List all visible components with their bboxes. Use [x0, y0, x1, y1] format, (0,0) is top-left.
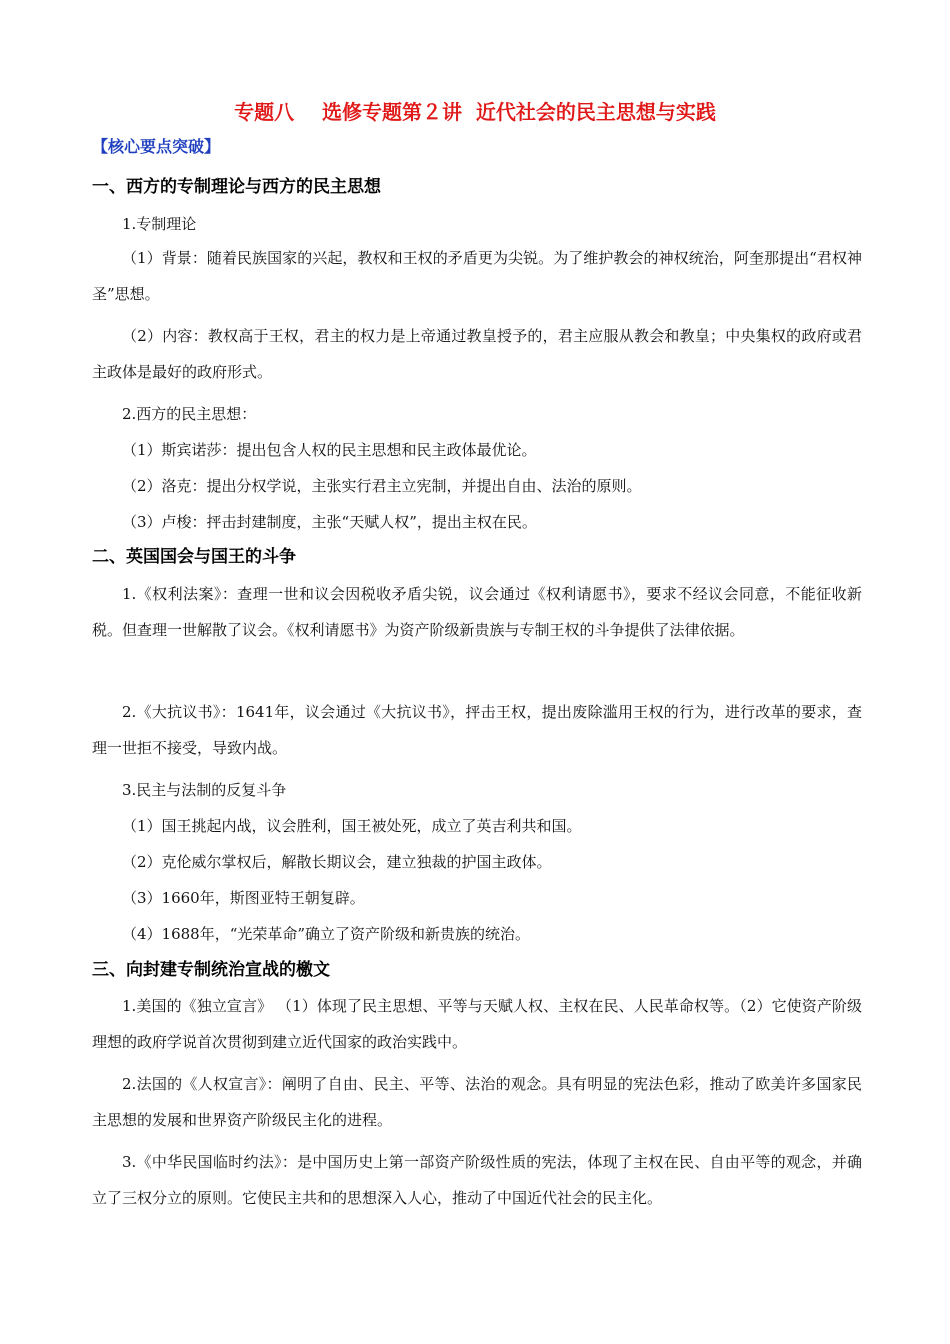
paragraph: （1）国王挑起内战，议会胜利，国王被处死，成立了英吉利共和国。: [122, 817, 582, 835]
paragraph: 1.《权利法案》：查理一世和议会因税收矛盾尖锐，议会通过《权利请愿书》，要求不经议会同意，不能征收新税。但查理一世解散了议会。《权利请愿书》为资产阶级新贵族与专制王权的斗争提供了法律依据。: [92, 585, 862, 639]
section-heading-3: 三、向封建专制统治宣战的檄文: [92, 960, 330, 980]
paragraph: （1）背景：随着民族国家的兴起，教权和王权的矛盾更为尖锐。为了维护教会的神权统治，阿奎那提出“君权神圣”思想。: [92, 249, 862, 303]
paragraph: （3）卢梭：抨击封建制度，主张“天赋人权”，提出主权在民。: [122, 513, 537, 531]
paragraph: 2.西方的民主思想：: [122, 405, 257, 423]
paragraph: 1.美国的《独立宣言》 （1）体现了民主思想、平等与天赋人权、主权在民、人民革命权等。（2）它使资产阶级理想的政府学说首次贯彻到建立近代国家的政治实践中。: [92, 997, 862, 1051]
paragraph: （3）1660年，斯图亚特王朝复辟。: [122, 889, 365, 907]
paragraph: （4）1688年，“光荣革命”确立了资产阶级和新贵族的统治。: [122, 925, 531, 943]
page-title: 专题八 选修专题第２讲 近代社会的民主思想与实践: [234, 100, 716, 124]
paragraph: 3.民主与法制的反复斗争: [122, 781, 287, 799]
paragraph: （2）内容：教权高于王权，君主的权力是上帝通过教皇授予的，君主应服从教会和教皇；中央集权的政府或君主政体是最好的政府形式。: [92, 327, 862, 381]
paragraph: 2.《大抗议书》：1641年，议会通过《大抗议书》，抨击王权，提出废除滥用王权的行为，进行改革的要求，查理一世拒不接受，导致内战。: [92, 703, 862, 757]
section-tag: 【核心要点突破】: [92, 137, 221, 156]
paragraph: 2.法国的《人权宣言》：阐明了自由、民主、平等、法治的观念。具有明显的宪法色彩，推动了欧美许多国家民主思想的发展和世界资产阶级民主化的进程。: [92, 1075, 862, 1129]
paragraph: （2）洛克：提出分权学说，主张实行君主立宪制，并提出自由、法治的原则。: [122, 477, 642, 495]
paragraph: 1.专制理论: [122, 215, 197, 233]
paragraph: 3.《中华民国临时约法》：是中国历史上第一部资产阶级性质的宪法，体现了主权在民、自由平等的观念，并确立了三权分立的原则。它使民主共和的思想深入人心，推动了中国近代社会的民主化。: [92, 1153, 862, 1207]
section-heading-1: 一、西方的专制理论与西方的民主思想: [92, 177, 381, 197]
section-heading-2: 二、英国国会与国王的斗争: [92, 547, 296, 567]
paragraph: （1）斯宾诺莎：提出包含人权的民主思想和民主政体最优论。: [122, 441, 537, 459]
paragraph: （2）克伦威尔掌权后，解散长期议会，建立独裁的护国主政体。: [122, 853, 552, 871]
